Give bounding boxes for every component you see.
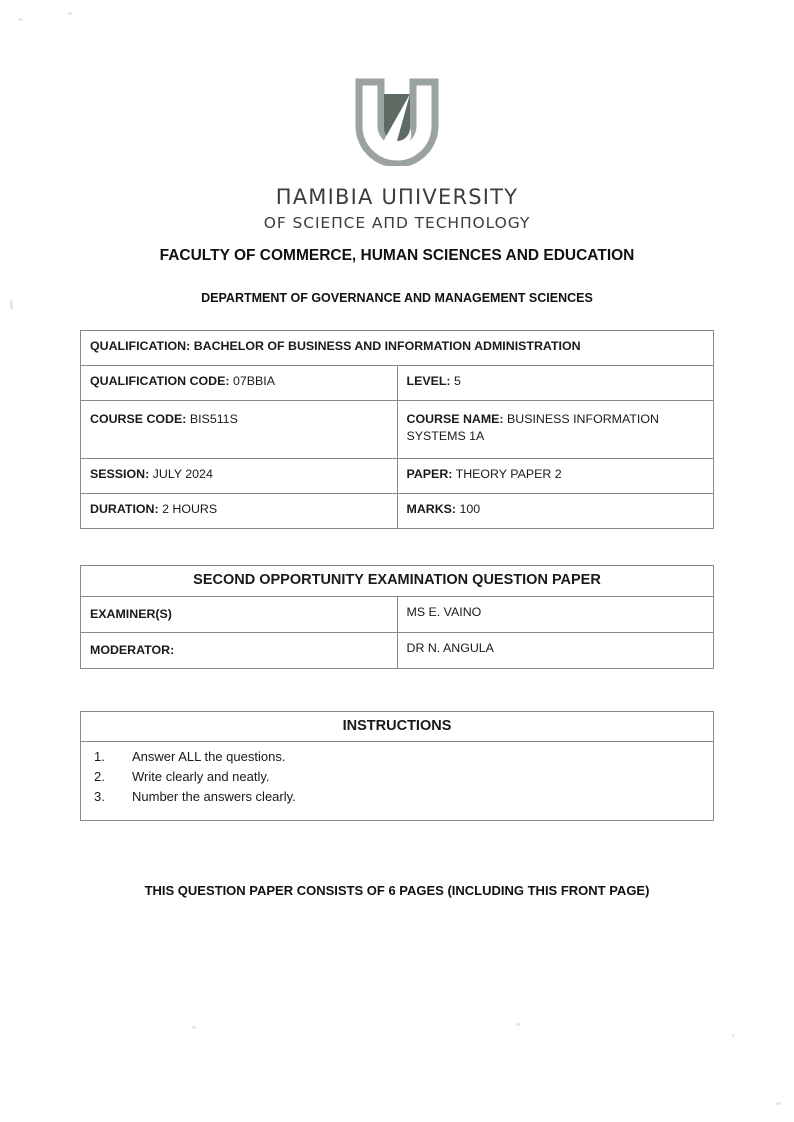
session-cell [81,459,398,494]
paper-label: PAPER: [406,467,453,482]
level-label: LEVEL: [406,374,451,388]
table-row [81,494,714,529]
qualification-code-label: QUALIFICATION CODE: [90,374,230,388]
table-row [81,366,714,401]
list-item [90,767,704,787]
scan-speck [10,300,13,310]
instruction-number: 2. [94,768,105,784]
paper-cell [397,459,714,494]
qualification-code-value: 07BBIA [232,374,275,388]
department-name: DEPARTMENT OF GOVERNANCE AND MANAGEMENT SCIENCES [201,291,593,305]
session-value: JULY 2024 [152,467,213,482]
examiner-table [80,565,714,668]
marks-label: MARKS: [406,502,457,517]
course-code-label: COURSE CODE: [90,412,187,426]
examiner-value: MS E. VAINO [397,597,714,633]
table-row [81,401,714,459]
table-row [81,742,714,821]
instructions-body [81,742,714,821]
duration-cell [81,494,398,529]
duration-value: 2 HOURS [162,502,218,517]
instructions-title: INSTRUCTIONS [81,711,714,742]
moderator-label: MODERATOR: [81,632,398,668]
table-row [81,632,714,668]
qualification-cell: QUALIFICATION: BACHELOR OF BUSINESS AND INFORMATION ADMINISTRATION [81,331,714,366]
instruction-number: 1. [94,749,105,765]
scan-speck [516,1023,520,1026]
instruction-text: Number the answers clearly. [132,788,296,804]
paper-value: THEORY PAPER 2 [455,467,562,482]
marks-value: 100 [459,502,481,517]
course-name-label: COURSE NAME: [406,412,504,426]
course-name-cell [397,401,714,459]
course-code-value: BIS511S [189,412,238,426]
scan-speck [18,18,23,21]
table-row [81,459,714,494]
list-item [90,787,704,807]
instruction-text: Answer ALL the questions. [132,749,286,765]
session-label: SESSION: [90,467,150,482]
table-row [81,711,714,742]
examiner-label: EXAMINER(S) [81,597,398,633]
university-name: ПAMIBIA UПIVERSITY [275,185,519,209]
table-row [81,331,714,366]
page-count-note: THIS QUESTION PAPER CONSISTS OF 6 PAGES (INCLUDING THIS FRONT PAGE) [144,883,650,899]
exam-paper-title: SECOND OPPORTUNITY EXAMINATION QUESTION PAPER [81,566,714,597]
logo-container [0,0,794,171]
instruction-number: 3. [94,788,105,804]
table-row [81,566,714,597]
course-name-value: BUSINESS INFORMATION SYSTEMS 1A [406,412,659,443]
list-item [90,747,704,767]
qualification-details-table [80,330,714,529]
university-subtitle: OF SCIEПCE AПD TECHПOLOGY [263,214,531,232]
moderator-value: DR N. ANGULA [397,632,714,668]
instructions-table [80,711,714,822]
scan-speck [776,1102,781,1105]
scan-speck [68,12,72,15]
instruction-text: Write clearly and neatly. [132,768,270,784]
faculty-name: FACULTY OF COMMERCE, HUMAN SCIENCES AND EDUCATION [159,247,635,264]
level-cell [397,366,714,401]
level-value: 5 [454,374,461,388]
course-code-cell [81,401,398,459]
nust-shield-logo-icon [351,78,443,166]
instructions-list [90,747,704,806]
qualification-code-cell [81,366,398,401]
scan-speck [732,1034,735,1037]
marks-cell [397,494,714,529]
scan-speck [192,1026,196,1029]
duration-label: DURATION: [90,502,159,517]
table-row [81,597,714,633]
